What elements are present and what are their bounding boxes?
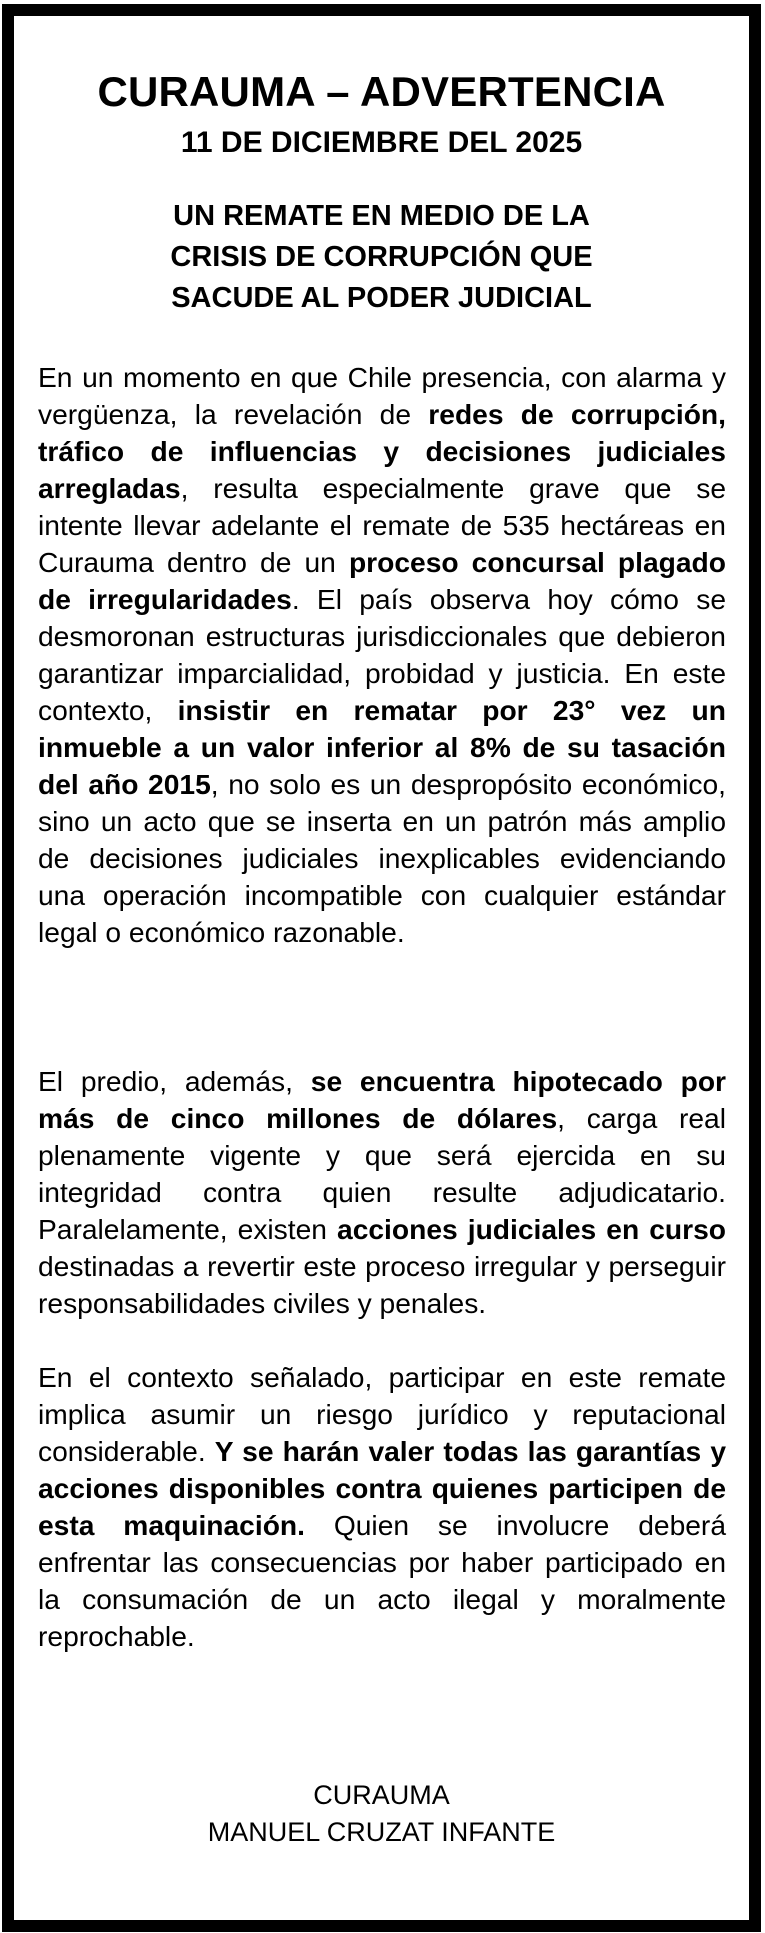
text-run: . El país observa hoy cómo se desmoronan estructuras jurisdiccionales que debieron garantizar imparcialidad, probidad y justicia. En este contexto, — [38, 583, 726, 726]
text-run-bold: insistir en rematar por 23° vez un inmueble a un valor inferior al 8% de su tasación del año 2015 — [38, 694, 726, 800]
notice-date: 11 DE DICIEMBRE DEL 2025 — [180, 126, 583, 159]
text-run: , resulta especialmente grave que se intente llevar adelante el remate de 535 hectáreas en Curauma dentro de un — [38, 472, 726, 578]
text-run: El predio, además, — [38, 1065, 311, 1097]
notice-document — [14, 16, 749, 1920]
signature-name: MANUEL CRUZAT INFANTE — [207, 1817, 556, 1847]
text-run-bold: se encuentra hipotecado por más de cinco millones de dólares — [38, 1065, 727, 1134]
paragraph-3 — [38, 1359, 726, 1655]
notice-subtitle — [14, 196, 749, 319]
text-run: destinadas a revertir este proceso irregular y perseguir responsabilidades civiles y penales. — [38, 1250, 726, 1319]
signature-place: CURAUMA — [313, 1780, 450, 1810]
text-run: En el contexto señalado, participar en este remate implica asumir un riesgo jurídico y reputacional considerable. — [38, 1361, 726, 1467]
subtitle-line: CRISIS DE CORRUPCIÓN QUE — [170, 241, 593, 273]
text-run: En un momento en que Chile presencia, con alarma y vergüenza, la revelación de — [38, 361, 726, 430]
subtitle-line: SACUDE AL PODER JUDICIAL — [171, 282, 592, 314]
text-run: , no solo es un despropósito económico, sino un acto que se inserta en un patrón más amplio de decisiones judiciales inexplicables evidenciando una operación incompatible con cualquier estándar legal o económico razonable. — [38, 768, 726, 948]
text-run-bold: redes de corrupción, tráfico de influencias y decisiones judiciales arregladas — [38, 398, 726, 504]
text-run: , carga real plenamente vigente y que será ejercida en su integridad contra quien resulte adjudicatario. Paralelamente, existen — [38, 1102, 726, 1245]
text-run-bold: acciones judiciales en curso — [337, 1213, 726, 1245]
paragraph-1 — [38, 359, 726, 951]
text-run-bold: Y se harán valer todas las garantías y acciones disponibles contra quienes participen de esta maquinación. — [38, 1435, 727, 1541]
subtitle-line: UN REMATE EN MEDIO DE LA — [173, 200, 590, 232]
text-run-bold: proceso concursal plagado de irregularidades — [38, 546, 726, 615]
notice-title: CURAUMA – ADVERTENCIA — [97, 68, 666, 115]
notice-frame — [2, 4, 761, 1932]
text-run: Quien se involucre deberá enfrentar las consecuencias por haber participado en la consumación de un acto ilegal y moralmente reprochable. — [38, 1509, 726, 1652]
paragraph-2 — [38, 1063, 726, 1322]
